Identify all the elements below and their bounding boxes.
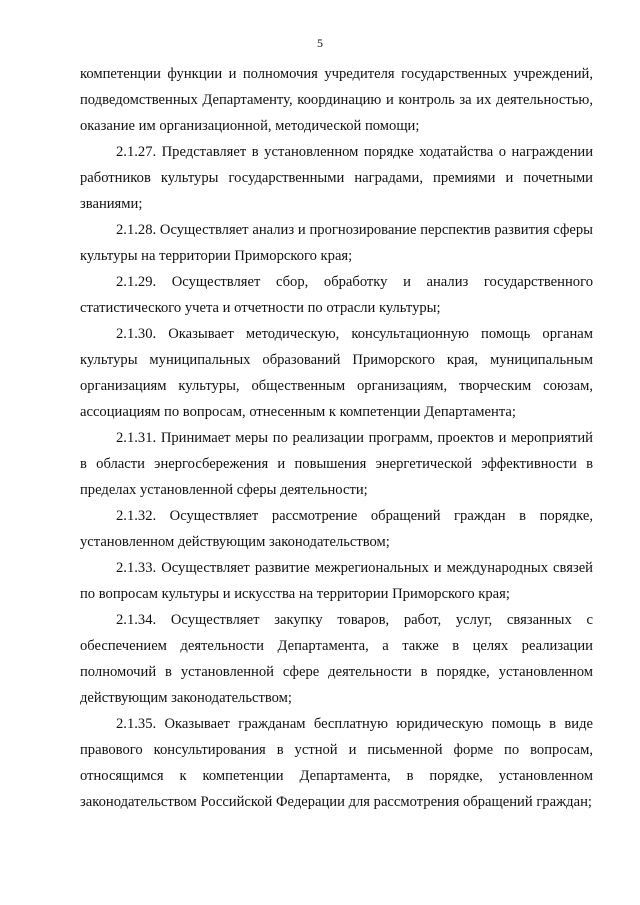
paragraph-2-1-35: 2.1.35. Оказывает гражданам бесплатную юридическую помощь в виде правового консультирования в устной и письменной форме по вопросам, относящимся к компетенции Департамента, в порядке, установленном законодательством Российской Федерации для рассмотрения обращений граждан; (80, 716, 593, 810)
paragraph-2-1-34: 2.1.34. Осуществляет закупку товаров, работ, услуг, связанных с обеспечением деятельности Департамента, а также в целях реализации полномочий в установленной сфере деятельности в порядке, установленном действующим законодательством; (80, 612, 593, 706)
paragraph-2-1-30: 2.1.30. Оказывает методическую, консультационную помощь органам культуры муниципальных образований Приморского края, муниципальным организациям культуры, общественным организациям, творческим союзам, ассоциациям по вопросам, отнесенным к компетенции Департамента; (80, 326, 593, 420)
paragraph-2-1-29: 2.1.29. Осуществляет сбор, обработку и анализ государственного статистического учета и отчетности по отрасли культуры; (80, 274, 593, 316)
paragraph-continuation: компетенции функции и полномочия учредителя государственных учреждений, подведомственных Департаменту, координацию и контроль за их деятельностью, оказание им организационной, методической помощи; (80, 66, 593, 134)
paragraph-2-1-33: 2.1.33. Осуществляет развитие межрегиональных и международных связей по вопросам культуры и искусства на территории Приморского края; (80, 560, 593, 602)
paragraph-2-1-28: 2.1.28. Осуществляет анализ и прогнозирование перспектив развития сферы культуры на территории Приморского края; (80, 222, 593, 264)
document-body (80, 61, 593, 815)
paragraph-2-1-32: 2.1.32. Осуществляет рассмотрение обращений граждан в порядке, установленном действующим законодательством; (80, 508, 593, 550)
paragraph-2-1-27: 2.1.27. Представляет в установленном порядке ходатайства о награждении работников культуры государственными наградами, премиями и почетными званиями; (80, 144, 593, 212)
paragraph-2-1-31: 2.1.31. Принимает меры по реализации программ, проектов и мероприятий в области энергосбережения и повышения энергетической эффективности в пределах установленной сферы деятельности; (80, 430, 593, 498)
page-number: 5 (317, 36, 323, 50)
